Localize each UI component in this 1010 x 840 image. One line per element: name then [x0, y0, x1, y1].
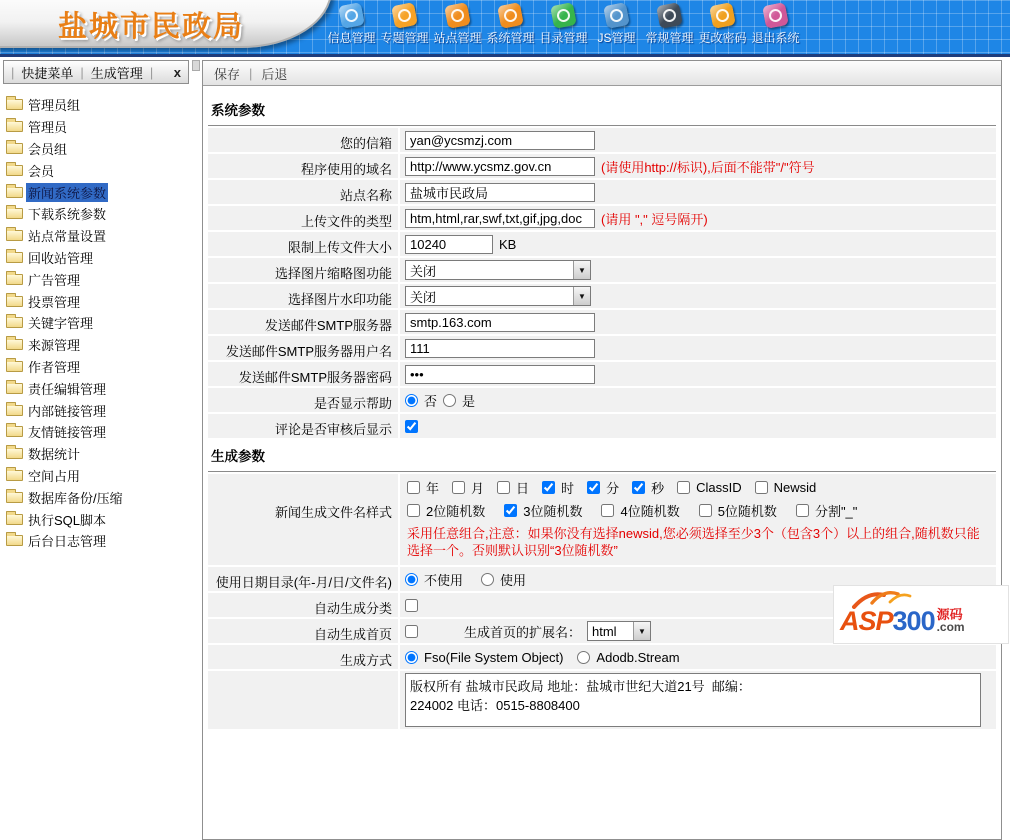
sidebar-item[interactable] [6, 247, 189, 269]
auto-home-label: 自动生成首页 [208, 619, 398, 643]
watermark-label: 选择图片水印功能 [208, 284, 398, 308]
option-checkbox[interactable] [407, 481, 420, 494]
sidebar-item-label: 会员 [28, 163, 55, 179]
option-label: 日 [516, 481, 530, 496]
asp-com-text: .com [936, 620, 965, 634]
show-help-yes-radio[interactable] [443, 394, 456, 407]
sidebar-item[interactable] [6, 399, 189, 421]
logout-icon[interactable] [762, 2, 789, 29]
filename-style-warning: 采用任意组合,注意：如果你没有选择newsid,您必须选择至少3个（包含3个）以上的组合,随机数只能选择一个。否则默认识别“3位随机数” [407, 526, 980, 558]
section-generate-params: 生成参数 [208, 440, 996, 472]
option-checkbox[interactable] [677, 481, 690, 494]
logo-panel [0, 0, 332, 48]
sidebar-item[interactable] [6, 356, 189, 378]
gen-method-adodb-option[interactable] [577, 650, 679, 665]
show-help-no-radio[interactable] [405, 394, 418, 407]
toolbar-separator: | [249, 65, 253, 81]
option-checkbox[interactable] [699, 504, 712, 517]
checkbox-option[interactable] [601, 501, 679, 520]
row-site-name [208, 180, 996, 204]
panel-splitter[interactable] [190, 60, 202, 644]
sidebar-item[interactable] [6, 116, 189, 138]
date-dir-no-text: 不使用 [424, 572, 464, 588]
row-smtp-pass [208, 362, 996, 386]
sidebar-item[interactable] [6, 465, 189, 487]
domain-label: 程序使用的域名 [208, 154, 398, 178]
date-dir-yes-text: 使用 [500, 572, 527, 588]
smtp-server-field[interactable] [405, 313, 595, 332]
gen-method-label: 生成方式 [208, 645, 398, 669]
sidebar-item[interactable] [6, 530, 189, 552]
option-checkbox[interactable] [601, 504, 614, 517]
option-checkbox[interactable] [587, 481, 600, 494]
main-panel [202, 60, 1002, 840]
site-name-field[interactable] [405, 183, 595, 202]
topmenu-item-general-manage[interactable] [643, 4, 696, 46]
row-smtp-server [208, 310, 996, 334]
option-label: 4位随机数 [620, 504, 680, 519]
sidebar-item-label: 下载系统参数 [28, 207, 107, 223]
sidebar-item-label: 回收站管理 [28, 250, 94, 266]
topmenu-item-label: 专题管理 [380, 31, 429, 45]
sidebar-item[interactable] [6, 443, 189, 465]
folder-icon [6, 448, 23, 459]
option-label: 年 [426, 481, 440, 496]
sidebar-item-label: 数据库备份/压缩 [28, 490, 123, 506]
sidebar-item-label: 内部链接管理 [28, 403, 107, 419]
tab-quick-menu[interactable]: 快捷菜单 [21, 65, 74, 81]
smtp-pass-label: 发送邮件SMTP服务器密码 [208, 362, 398, 386]
folder-icon [6, 426, 23, 437]
option-label: 时 [561, 481, 575, 496]
folder-icon [6, 143, 23, 154]
upload-types-field[interactable] [405, 209, 595, 228]
show-help-no-option[interactable] [405, 391, 437, 410]
folder-icon [6, 99, 23, 110]
sidebar [3, 60, 189, 644]
checkbox-option[interactable] [497, 478, 529, 497]
row-gen-method [208, 645, 996, 669]
domain-field[interactable] [405, 157, 595, 176]
home-ext-selected-value: html [592, 623, 617, 639]
folder-icon [6, 187, 23, 198]
folder-icon [6, 274, 23, 285]
checkbox-option[interactable] [755, 480, 817, 495]
sidebar-item-label: 数据统计 [28, 447, 81, 463]
row-email [208, 128, 996, 152]
option-label: Newsid [773, 480, 817, 495]
tab-generate-manage[interactable]: 生成管理 [90, 65, 143, 81]
date-dir-no-radio[interactable] [405, 573, 418, 586]
upload-types-label: 上传文件的类型 [208, 206, 398, 230]
topmenu-item-label: 常规管理 [645, 31, 694, 45]
sidebar-item-label: 广告管理 [28, 272, 81, 288]
topmenu-item-label: 退出系统 [751, 31, 800, 45]
row-copyright [208, 671, 996, 729]
topmenu-item-label: 站点管理 [433, 31, 482, 45]
copyright-label [208, 671, 398, 729]
filename-style-label: 新闻生成文件名样式 [208, 474, 398, 565]
home-ext-label: 生成首页的扩展名： [464, 624, 582, 640]
sidebar-item-label: 管理员组 [28, 98, 81, 114]
folder-icon [6, 361, 23, 372]
sidebar-item-label: 执行SQL脚本 [28, 512, 107, 528]
sidebar-item-label: 管理员 [28, 120, 68, 136]
row-thumbnail [208, 258, 996, 282]
sidebar-header [3, 60, 189, 84]
asp-text: ASP [840, 606, 893, 636]
email-field[interactable] [405, 131, 595, 150]
date-dir-yes-radio[interactable] [481, 573, 494, 586]
close-icon[interactable]: x [173, 64, 181, 80]
sidebar-item-label: 作者管理 [28, 359, 81, 375]
system-manage-icon[interactable] [497, 2, 524, 29]
site-name-label: 站点名称 [208, 180, 398, 204]
upload-limit-label: 限制上传文件大小 [208, 232, 398, 256]
topmenu-item-label: 目录管理 [539, 31, 588, 45]
checkbox-option[interactable] [504, 501, 582, 520]
sidebar-item[interactable] [6, 508, 189, 530]
topmenu-item-change-password[interactable] [696, 4, 749, 46]
show-help-yes-text: 是 [462, 393, 476, 409]
row-smtp-user [208, 336, 996, 360]
sidebar-item-label: 空间占用 [28, 468, 81, 484]
option-checkbox[interactable] [796, 504, 809, 517]
topmenu-item-logout[interactable] [749, 4, 802, 46]
gen-method-adodb-radio[interactable] [577, 651, 590, 664]
sidebar-item-label: 后台日志管理 [28, 534, 107, 550]
option-label: 3位随机数 [523, 504, 583, 519]
folder-icon [6, 535, 23, 546]
option-label: 月 [471, 481, 485, 496]
option-checkbox[interactable] [632, 481, 645, 494]
section-system-params: 系统参数 [208, 94, 996, 126]
watermark-selected-value: 关闭 [410, 289, 437, 305]
option-label: ClassID [696, 480, 742, 495]
sidebar-item-label: 投票管理 [28, 294, 81, 310]
row-domain [208, 154, 996, 178]
site-logo: 盐城市民政局 [58, 10, 245, 43]
sidebar-item-label: 责任编辑管理 [28, 381, 107, 397]
email-label: 您的信箱 [208, 128, 398, 152]
row-upload-limit [208, 232, 996, 256]
filename-random-parts [405, 499, 991, 522]
checkbox-option[interactable] [699, 501, 777, 520]
main-toolbar [203, 61, 1001, 86]
option-checkbox[interactable] [504, 504, 517, 517]
sidebar-item-label: 来源管理 [28, 338, 81, 354]
gen-method-adodb-text: Adodb.Stream [596, 649, 680, 665]
folder-icon [6, 339, 23, 350]
folder-icon [6, 514, 23, 525]
domain-hint: (请使用http://标识),后面不能带"/"符号 [601, 159, 815, 175]
option-checkbox[interactable] [755, 481, 768, 494]
checkbox-option[interactable] [677, 480, 742, 495]
sidebar-menu-list [3, 84, 189, 552]
option-checkbox[interactable] [452, 481, 465, 494]
splitter-grip[interactable] [192, 60, 200, 71]
smtp-pass-field[interactable] [405, 365, 595, 384]
chevron-down-icon[interactable]: ▼ [573, 261, 590, 279]
option-checkbox[interactable] [542, 481, 555, 494]
row-filename-style [208, 474, 996, 565]
js-manage-icon[interactable] [603, 2, 630, 29]
option-label: 分 [606, 481, 620, 496]
show-help-no-text: 否 [424, 393, 438, 409]
folder-icon [6, 492, 23, 503]
thumbnail-selected-value: 关闭 [410, 263, 437, 279]
smtp-server-label: 发送邮件SMTP服务器 [208, 310, 398, 334]
comment-audit-checkbox[interactable] [405, 420, 418, 433]
checkbox-option[interactable] [632, 478, 664, 497]
info-manage-icon[interactable] [338, 2, 365, 29]
option-checkbox[interactable] [497, 481, 510, 494]
chevron-down-icon[interactable]: ▼ [573, 287, 590, 305]
sidebar-item[interactable] [6, 268, 189, 290]
topmenu-item-site-manage[interactable] [431, 4, 484, 46]
tab-separator: | [80, 64, 84, 80]
sidebar-item[interactable] [6, 225, 189, 247]
topmenu-item-catalog-manage[interactable] [537, 4, 590, 46]
checkbox-option[interactable] [407, 478, 439, 497]
sidebar-item[interactable] [6, 421, 189, 443]
date-dir-yes-option[interactable] [481, 570, 526, 589]
checkbox-option[interactable] [407, 501, 485, 520]
sidebar-item-label: 站点常量设置 [28, 229, 107, 245]
option-label: 分割"_" [814, 504, 858, 519]
checkbox-option[interactable] [796, 501, 857, 520]
sidebar-item[interactable] [6, 181, 189, 203]
tab-separator: | [11, 64, 15, 80]
sidebar-item[interactable] [6, 138, 189, 160]
checkbox-option[interactable] [542, 478, 574, 497]
copyright-textarea[interactable] [405, 673, 981, 727]
option-label: 5位随机数 [717, 504, 777, 519]
topmenu-item-label: 信息管理 [327, 31, 376, 45]
filename-time-parts [405, 476, 991, 499]
watermark-select[interactable] [405, 286, 591, 306]
sidebar-item-label: 友情链接管理 [28, 425, 107, 441]
option-label: 2位随机数 [426, 504, 486, 519]
sidebar-item-label: 会员组 [28, 141, 68, 157]
top-menu [325, 4, 802, 46]
folder-icon [6, 230, 23, 241]
asp300-logo [834, 586, 1008, 643]
folder-icon [6, 470, 23, 481]
asp-number: 300 [892, 606, 935, 636]
site-manage-icon[interactable] [444, 2, 471, 29]
upload-types-hint: (请用 "," 逗号隔开) [601, 211, 708, 227]
option-checkbox[interactable] [407, 504, 420, 517]
smtp-user-field[interactable] [405, 339, 595, 358]
home-ext-select[interactable] [587, 621, 651, 641]
date-dir-no-option[interactable] [405, 570, 463, 589]
chevron-down-icon[interactable]: ▼ [633, 622, 650, 640]
auto-class-checkbox[interactable] [405, 599, 418, 612]
upload-limit-field[interactable] [405, 235, 493, 254]
thumbnail-select[interactable] [405, 260, 591, 280]
thumbnail-label: 选择图片缩略图功能 [208, 258, 398, 282]
topmenu-item-label: 更改密码 [698, 31, 747, 45]
sidebar-item[interactable] [6, 312, 189, 334]
folder-icon [6, 252, 23, 263]
topmenu-item-label: JS管理 [597, 31, 636, 45]
option-label: 秒 [651, 481, 665, 496]
checkbox-option[interactable] [587, 478, 619, 497]
comment-audit-label: 评论是否审核后显示 [208, 414, 398, 438]
topmenu-item-label: 系统管理 [486, 31, 535, 45]
asp-yuanma-text: 源码 [936, 607, 963, 622]
sidebar-item-label: 新闻系统参数 [26, 183, 108, 202]
sidebar-item[interactable] [6, 290, 189, 312]
sidebar-item[interactable] [6, 94, 189, 116]
auto-home-checkbox[interactable] [405, 625, 418, 638]
show-help-yes-option[interactable] [443, 391, 475, 410]
auto-class-label: 自动生成分类 [208, 593, 398, 617]
topmenu-item-js-manage[interactable] [590, 4, 643, 46]
folder-icon [6, 317, 23, 328]
topmenu-item-system-manage[interactable] [484, 4, 537, 46]
folder-icon [6, 165, 23, 176]
folder-icon [6, 121, 23, 132]
sidebar-item-label: 关键字管理 [28, 316, 94, 332]
row-show-help [208, 388, 996, 412]
smtp-user-label: 发送邮件SMTP服务器用户名 [208, 336, 398, 360]
sidebar-item[interactable] [6, 377, 189, 399]
row-watermark [208, 284, 996, 308]
general-manage-icon[interactable] [656, 2, 683, 29]
catalog-manage-icon[interactable] [550, 2, 577, 29]
save-button[interactable]: 保存 [214, 66, 241, 82]
topmenu-item-topic-manage[interactable] [378, 4, 431, 46]
show-help-label: 是否显示帮助 [208, 388, 398, 412]
folder-icon [6, 208, 23, 219]
gen-method-fso-radio[interactable] [405, 651, 418, 664]
row-comment-audit [208, 414, 996, 438]
topmenu-item-info-manage[interactable] [325, 4, 378, 46]
topic-manage-icon[interactable] [391, 2, 418, 29]
checkbox-option[interactable] [452, 478, 484, 497]
back-button[interactable]: 后退 [261, 66, 288, 82]
row-upload-types [208, 206, 996, 230]
gen-method-fso-option[interactable] [405, 650, 563, 665]
folder-icon [6, 296, 23, 307]
sidebar-item[interactable] [6, 486, 189, 508]
upload-limit-unit: KB [499, 236, 517, 252]
gen-method-fso-text: Fso(File System Object) [424, 649, 564, 665]
header [0, 0, 1010, 57]
sidebar-item[interactable] [6, 334, 189, 356]
folder-icon [6, 383, 23, 394]
sidebar-item[interactable] [6, 159, 189, 181]
change-password-icon[interactable] [709, 2, 736, 29]
folder-icon [6, 405, 23, 416]
date-dir-label: 使用日期目录(年-月/日/文件名) [208, 567, 398, 591]
sidebar-item[interactable] [6, 203, 189, 225]
tab-separator: | [149, 64, 154, 80]
